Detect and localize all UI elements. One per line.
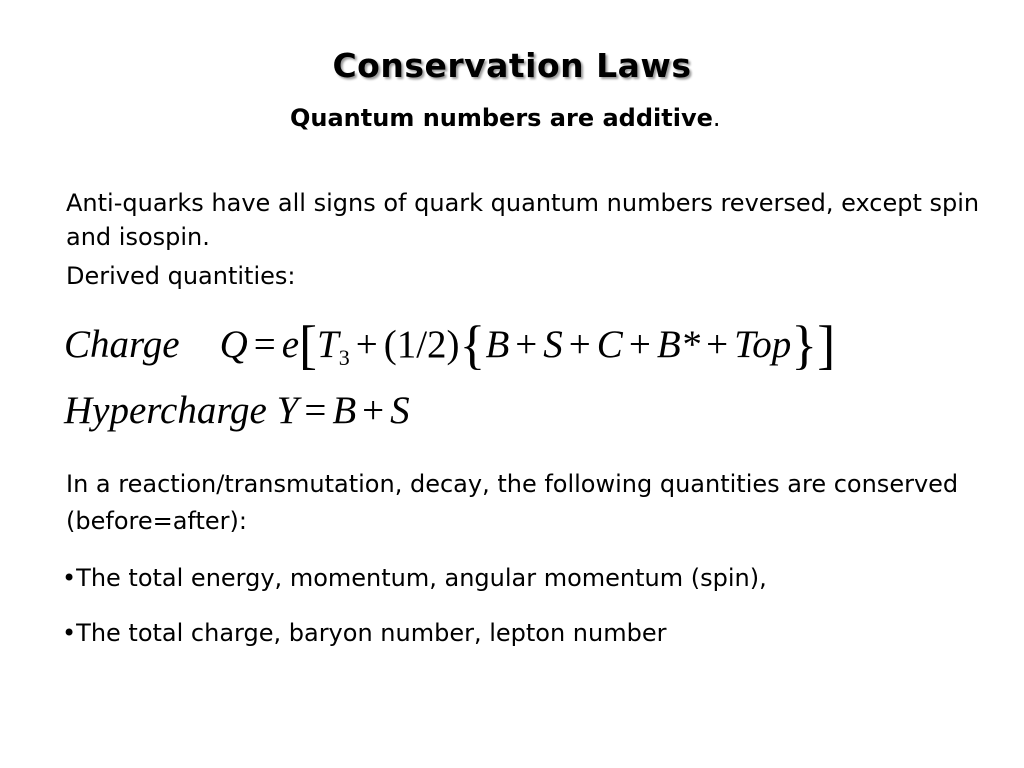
charge-c: C xyxy=(596,323,623,366)
slide-subtitle xyxy=(290,104,721,132)
charge-bstar: B* xyxy=(656,323,701,366)
hypercharge-lhs: Y xyxy=(276,389,299,432)
bullet-energy: •The total energy, momentum, angular momentum (spin), xyxy=(62,564,767,592)
conservation-paragraph: In a reaction/transmutation, decay, the following quantities are conserved (before=after): xyxy=(66,470,959,535)
hypercharge-b: B xyxy=(332,389,357,432)
charge-half: (1/2) xyxy=(383,323,460,366)
charge-e: e xyxy=(281,323,300,366)
charge-s: S xyxy=(543,323,563,366)
hypercharge-label: Hypercharge xyxy=(64,389,267,432)
charge-t-subscript: 3 xyxy=(338,345,350,370)
bullet-charge: •The total charge, baryon number, lepton number xyxy=(62,619,667,647)
charge-t: T xyxy=(317,323,339,366)
charge-label: Charge xyxy=(64,323,180,366)
subtitle-text: Quantum numbers are additive xyxy=(290,104,713,132)
charge-top: Top xyxy=(734,323,792,366)
antiquarks-paragraph: Anti-quarks have all signs of quark quantum numbers reversed, except spin and isospin. xyxy=(66,189,980,251)
hypercharge-equation: Hypercharge Y = B + S xyxy=(64,389,410,432)
charge-equation: Charge $Q = e[T_3 + (1/2)\{B + S + C + B* + Top\}]$ xyxy=(64,315,836,375)
charge-b: B xyxy=(485,323,510,366)
subtitle-period: . xyxy=(712,104,721,132)
derived-quantities-label: Derived quantities: xyxy=(66,262,296,290)
hypercharge-s: S xyxy=(390,389,410,432)
charge-lhs: Q xyxy=(219,323,248,366)
slide-title: Conservation Laws xyxy=(332,46,692,85)
